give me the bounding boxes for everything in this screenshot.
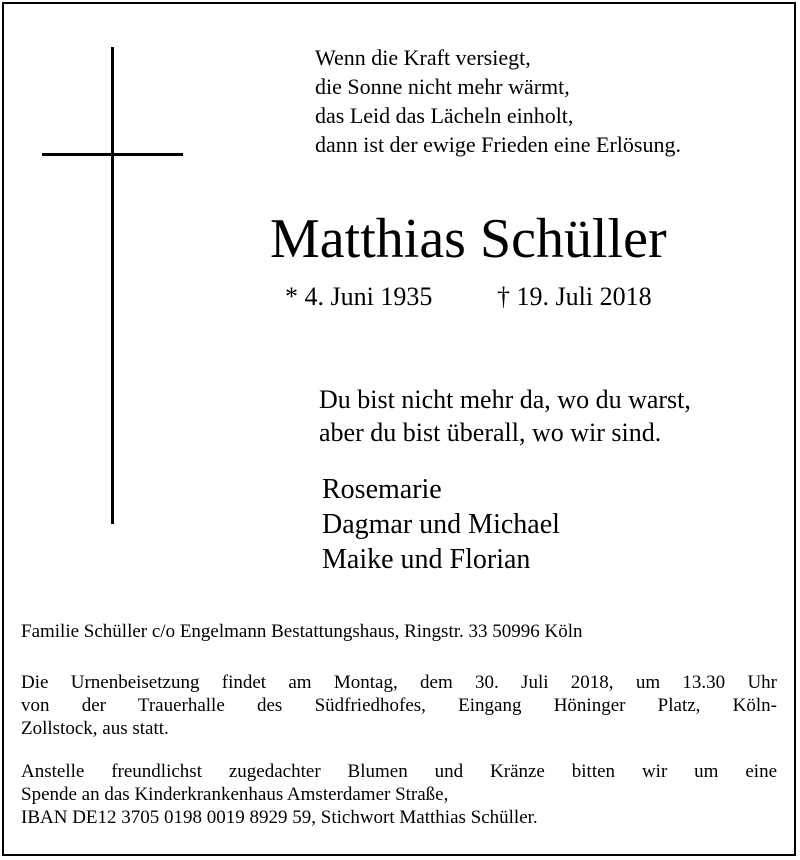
burial-line: Die Urnenbeisetzung findet am Montag, dem 30. Juli 2018, um 13.30 Uhr [21,672,777,693]
quote-line: Du bist nicht mehr da, wo du warst, [319,385,691,414]
poem-line: Wenn die Kraft versiegt, [315,45,531,70]
burial-line: Zollstock, aus statt. [21,718,169,739]
birth-date: * 4. Juni 1935 [285,282,433,311]
quote-line: aber du bist überall, wo wir sind. [319,418,662,447]
opening-poem [315,43,681,159]
mourner-name: Rosemarie [322,474,442,505]
poem-line: dann ist der ewige Frieden eine Erlösung. [315,132,681,157]
mourners-list [322,472,560,577]
deceased-name: Matthias Schüller [270,208,667,270]
burial-line: von der Trauerhalle des Südfriedhofes, Eingang Höninger Platz, Köln- [21,695,777,716]
donation-info [21,760,777,829]
family-address: Familie Schüller c/o Engelmann Bestattungshaus, Ringstr. 33 50996 Köln [21,621,583,642]
donation-line: IBAN DE12 3705 0198 0019 8929 59, Stichwort Matthias Schüller. [21,807,538,828]
death-date: † 19. Juli 2018 [497,282,652,311]
donation-line: Anstelle freundlichst zugedachter Blumen und Kränze bitten wir um eine [21,761,777,782]
donation-line: Spende an das Kinderkrankenhaus Amsterdamer Straße, [21,784,449,805]
mourner-name: Maike und Florian [322,544,531,575]
burial-info [21,671,777,740]
cross-icon-vertical-bar [111,47,114,524]
memorial-quote [319,383,691,449]
poem-line: das Leid das Lächeln einholt, [315,103,574,128]
cross-icon-horizontal-bar [42,153,183,156]
mourner-name: Dagmar und Michael [322,509,560,540]
poem-line: die Sonne nicht mehr wärmt, [315,74,570,99]
